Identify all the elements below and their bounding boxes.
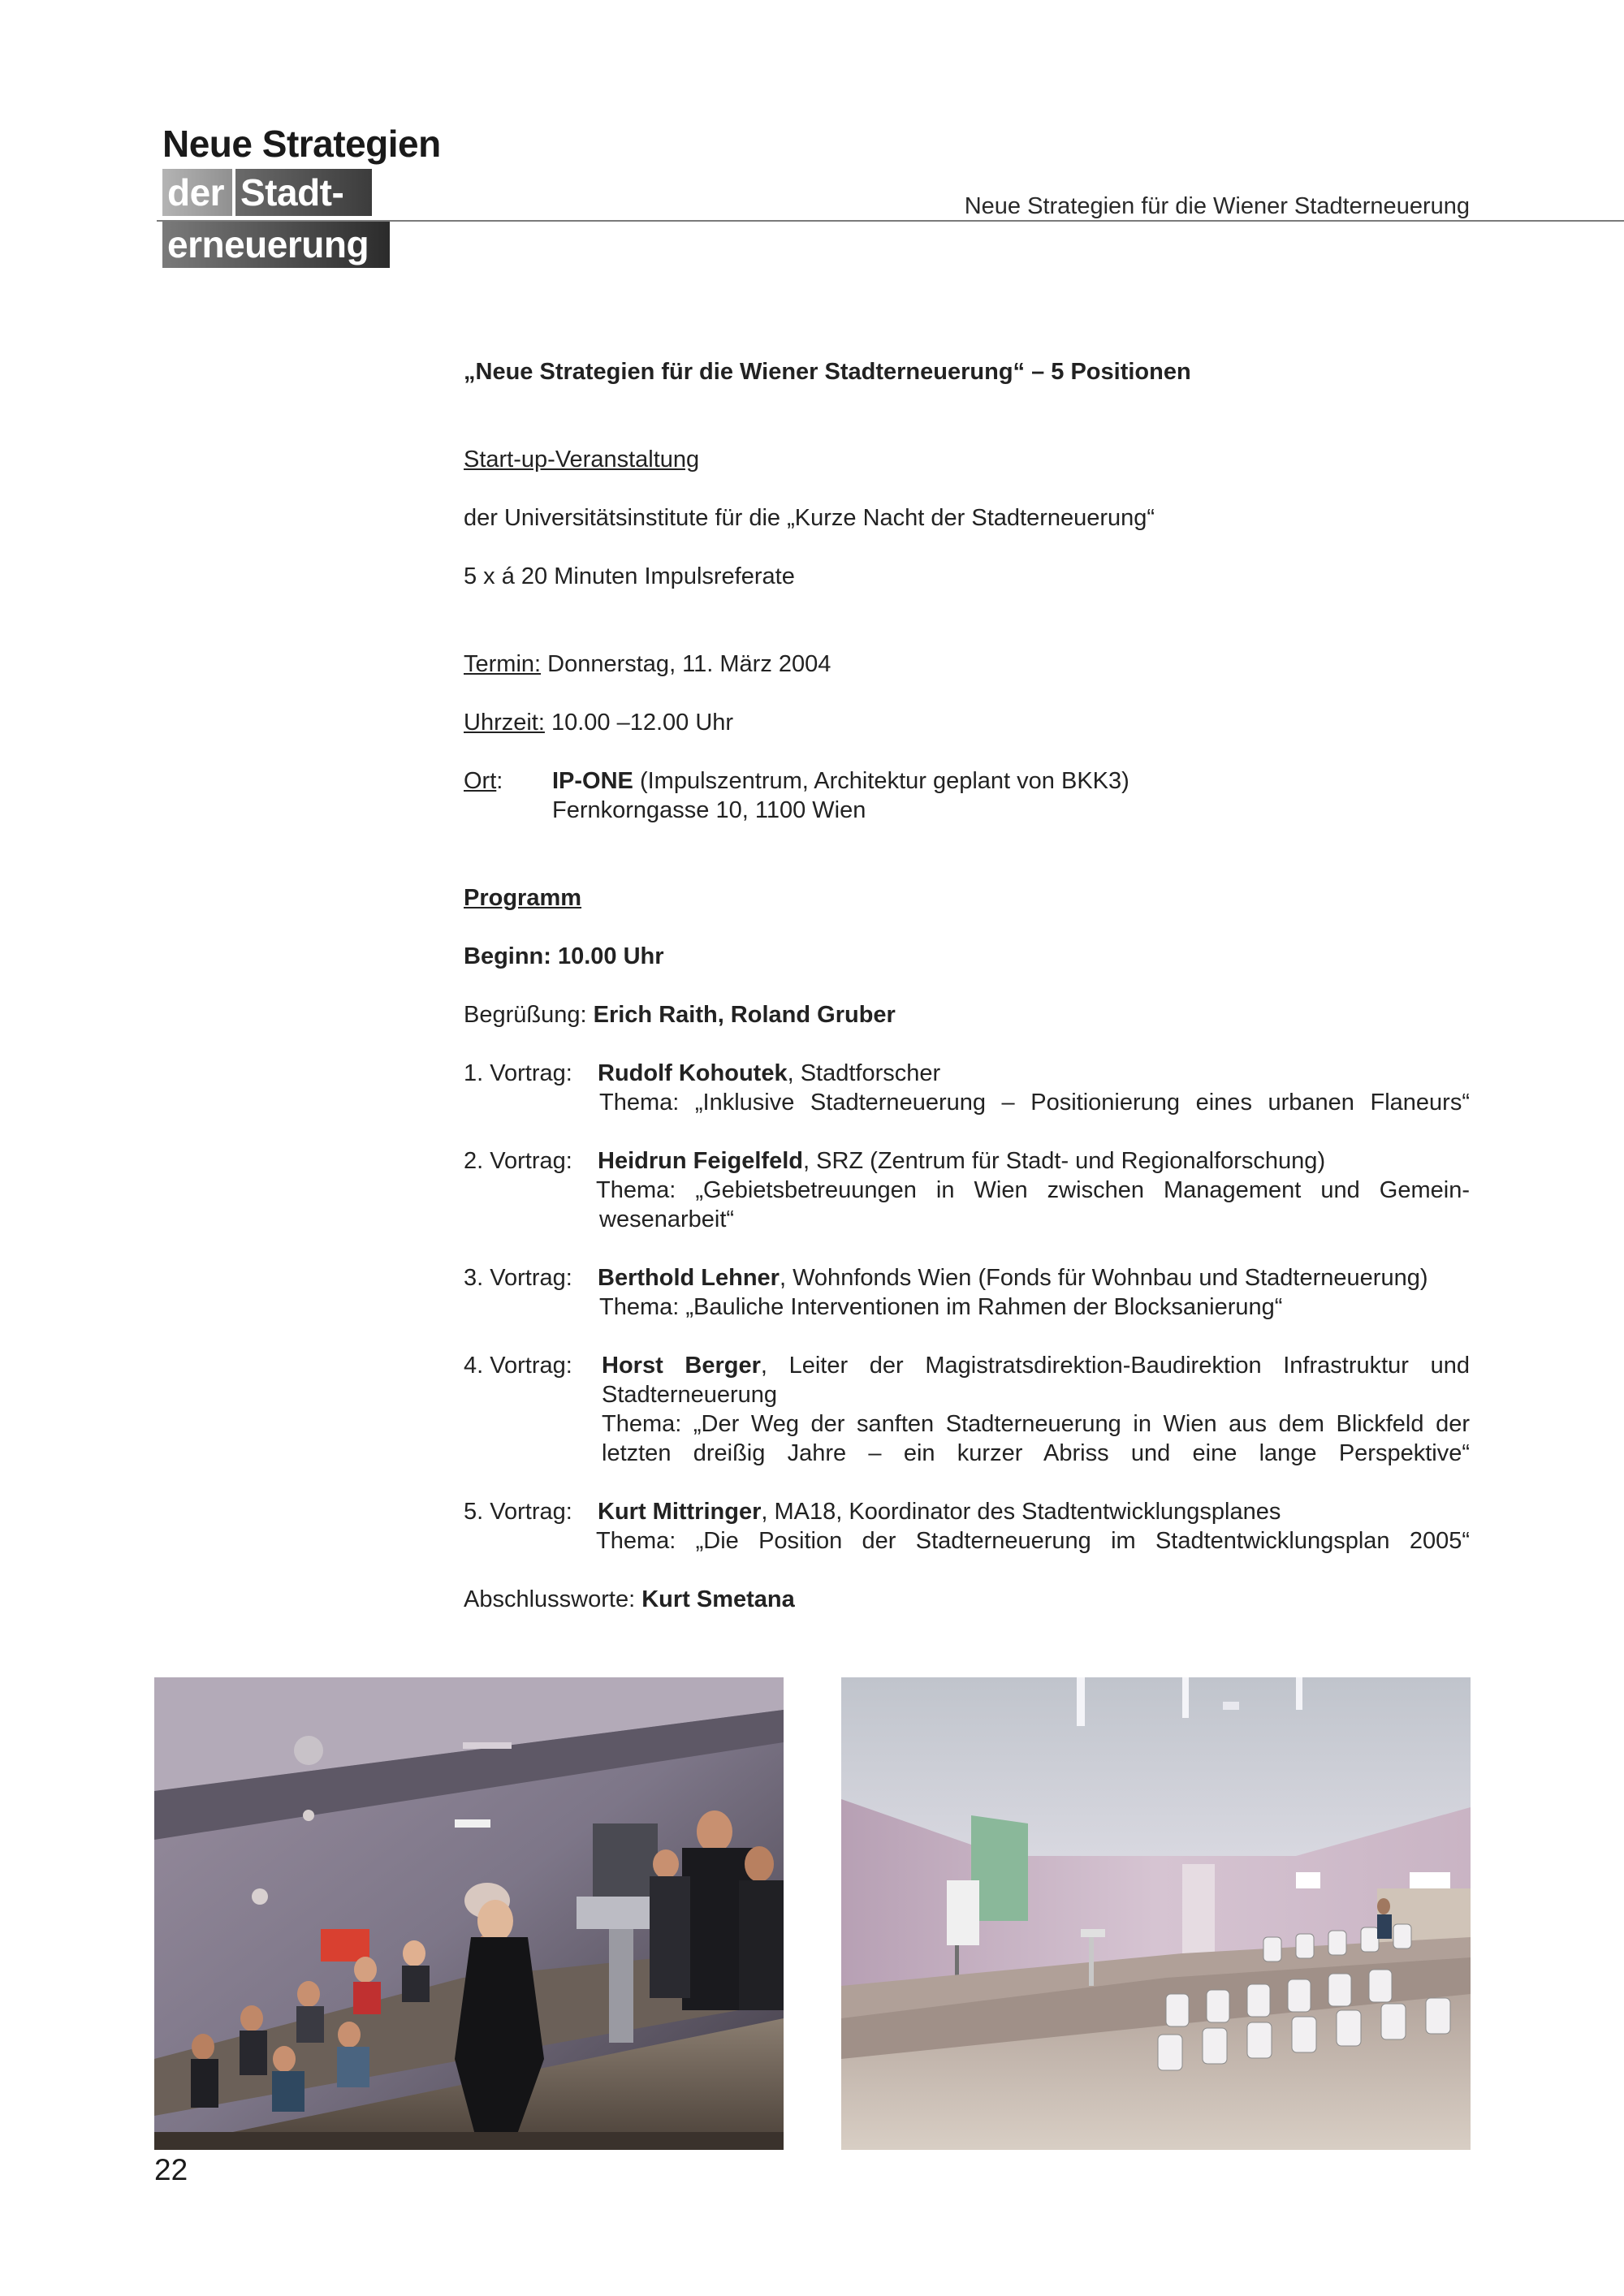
logo-stadt: Stadt-	[235, 169, 372, 216]
talk-3-speaker-line	[598, 1263, 1428, 1293]
talk-3-speaker: Berthold Lehner	[598, 1265, 780, 1291]
talk-4-speaker: Horst Berger	[602, 1353, 761, 1379]
talk-1-affiliation: , Stadtforscher	[787, 1060, 941, 1086]
ort-venue: IP-ONE	[552, 768, 633, 794]
talk-2-speaker: Heidrun Feigelfeld	[598, 1148, 803, 1174]
begruessung-names: Erich Raith, Roland Gruber	[593, 1002, 896, 1028]
ort-address: Fernkorngasse 10, 1100 Wien	[552, 797, 866, 823]
talk-5-label: 5. Vortrag:	[464, 1499, 572, 1525]
talk-5-speaker: Kurt Mittringer	[598, 1499, 762, 1525]
talk-2-thema: Thema: „Gebietsbetreuungen in Wien zwischen Management und Gemein-	[596, 1177, 1470, 1203]
talk-5-affiliation: , MA18, Koordinator des Stadtentwicklungsplanes	[761, 1499, 1281, 1525]
talk-2-label: 2. Vortrag:	[464, 1148, 572, 1174]
uhrzeit-line	[464, 708, 733, 737]
talk-4-thema: Thema: „Der Weg der sanften Stadterneuerung in Wien aus dem Blickfeld der	[602, 1411, 1470, 1437]
beginn-line: Beginn: 10.00 Uhr	[464, 943, 664, 969]
ort-venue-line	[552, 766, 1129, 796]
talk-4-speaker-line	[602, 1351, 1470, 1380]
termin-label: Termin:	[464, 651, 542, 677]
talk-1-label: 1. Vortrag:	[464, 1060, 572, 1086]
event-referate-line: 5 x á 20 Minuten Impulsreferate	[464, 563, 795, 589]
talk-2-thema-cont: wesenarbeit“	[599, 1206, 735, 1232]
abschluss-label: Abschlussworte:	[464, 1586, 642, 1612]
running-header-title: Neue Strategien für die Wiener Stadterneuerung	[964, 193, 1470, 219]
begruessung-label: Begrüßung:	[464, 1002, 594, 1028]
header-divider	[157, 220, 1624, 222]
ort-venue-rest: (Impulszentrum, Architektur geplant von BKK3)	[633, 768, 1129, 794]
talk-3-label: 3. Vortrag:	[464, 1265, 572, 1291]
abschluss-line	[464, 1585, 795, 1614]
logo-line1: Neue Strategien	[162, 123, 441, 165]
ort-colon: :	[496, 768, 503, 794]
talk-2-affiliation: , SRZ (Zentrum für Stadt- und Regionalforschung)	[802, 1148, 1326, 1174]
talk-4-label: 4. Vortrag:	[464, 1353, 572, 1379]
talk-1-speaker: Rudolf Kohoutek	[598, 1060, 788, 1086]
logo-der: der	[162, 169, 232, 216]
uhrzeit-label: Uhrzeit:	[464, 710, 545, 736]
event-subtitle: Start-up-Veranstaltung	[464, 447, 700, 473]
talk-2-speaker-line	[598, 1146, 1325, 1176]
ort-label-line	[464, 766, 503, 796]
talk-3-affiliation: , Wohnfonds Wien (Fonds für Wohnbau und Stadterneuerung)	[779, 1265, 1428, 1291]
document-heading: „Neue Strategien für die Wiener Stadterneuerung“ – 5 Positionen	[464, 359, 1191, 385]
talk-5-thema: Thema: „Die Position der Stadterneuerung im Stadtentwicklungsplan 2005“	[596, 1528, 1470, 1554]
page-number: 22	[154, 2153, 188, 2186]
photo-empty-hall	[841, 1677, 1471, 2150]
talk-4-affiliation-cont: Stadterneuerung	[602, 1382, 778, 1408]
termin-line	[464, 650, 831, 679]
abschluss-name: Kurt Smetana	[641, 1586, 795, 1612]
event-institute-line: der Universitätsinstitute für die „Kurze Nacht der Stadterneuerung“	[464, 505, 1155, 531]
begruessung-line	[464, 1000, 896, 1029]
talk-4-affiliation: , Leiter der Magistratsdirektion-Baudirektion Infrastruktur und	[760, 1353, 1470, 1379]
programm-heading: Programm	[464, 885, 582, 911]
uhrzeit-value: 10.00 –12.00 Uhr	[544, 710, 734, 736]
talk-5-speaker-line	[598, 1497, 1281, 1526]
talk-1-thema: Thema: „Inklusive Stadterneuerung – Positionierung eines urbanen Flaneurs“	[599, 1090, 1470, 1116]
ort-label: Ort	[464, 768, 497, 794]
photo-lecture-audience	[154, 1677, 784, 2150]
termin-value: Donnerstag, 11. März 2004	[541, 651, 831, 677]
logo-erneuerung: erneuerung	[162, 221, 390, 268]
talk-1-speaker-line	[598, 1059, 940, 1088]
talk-3-thema: Thema: „Bauliche Interventionen im Rahmen der Blocksanierung“	[599, 1294, 1283, 1320]
talk-4-thema-cont: letzten dreißig Jahre – ein kurzer Abriss und eine lange Perspektive“	[602, 1440, 1470, 1466]
